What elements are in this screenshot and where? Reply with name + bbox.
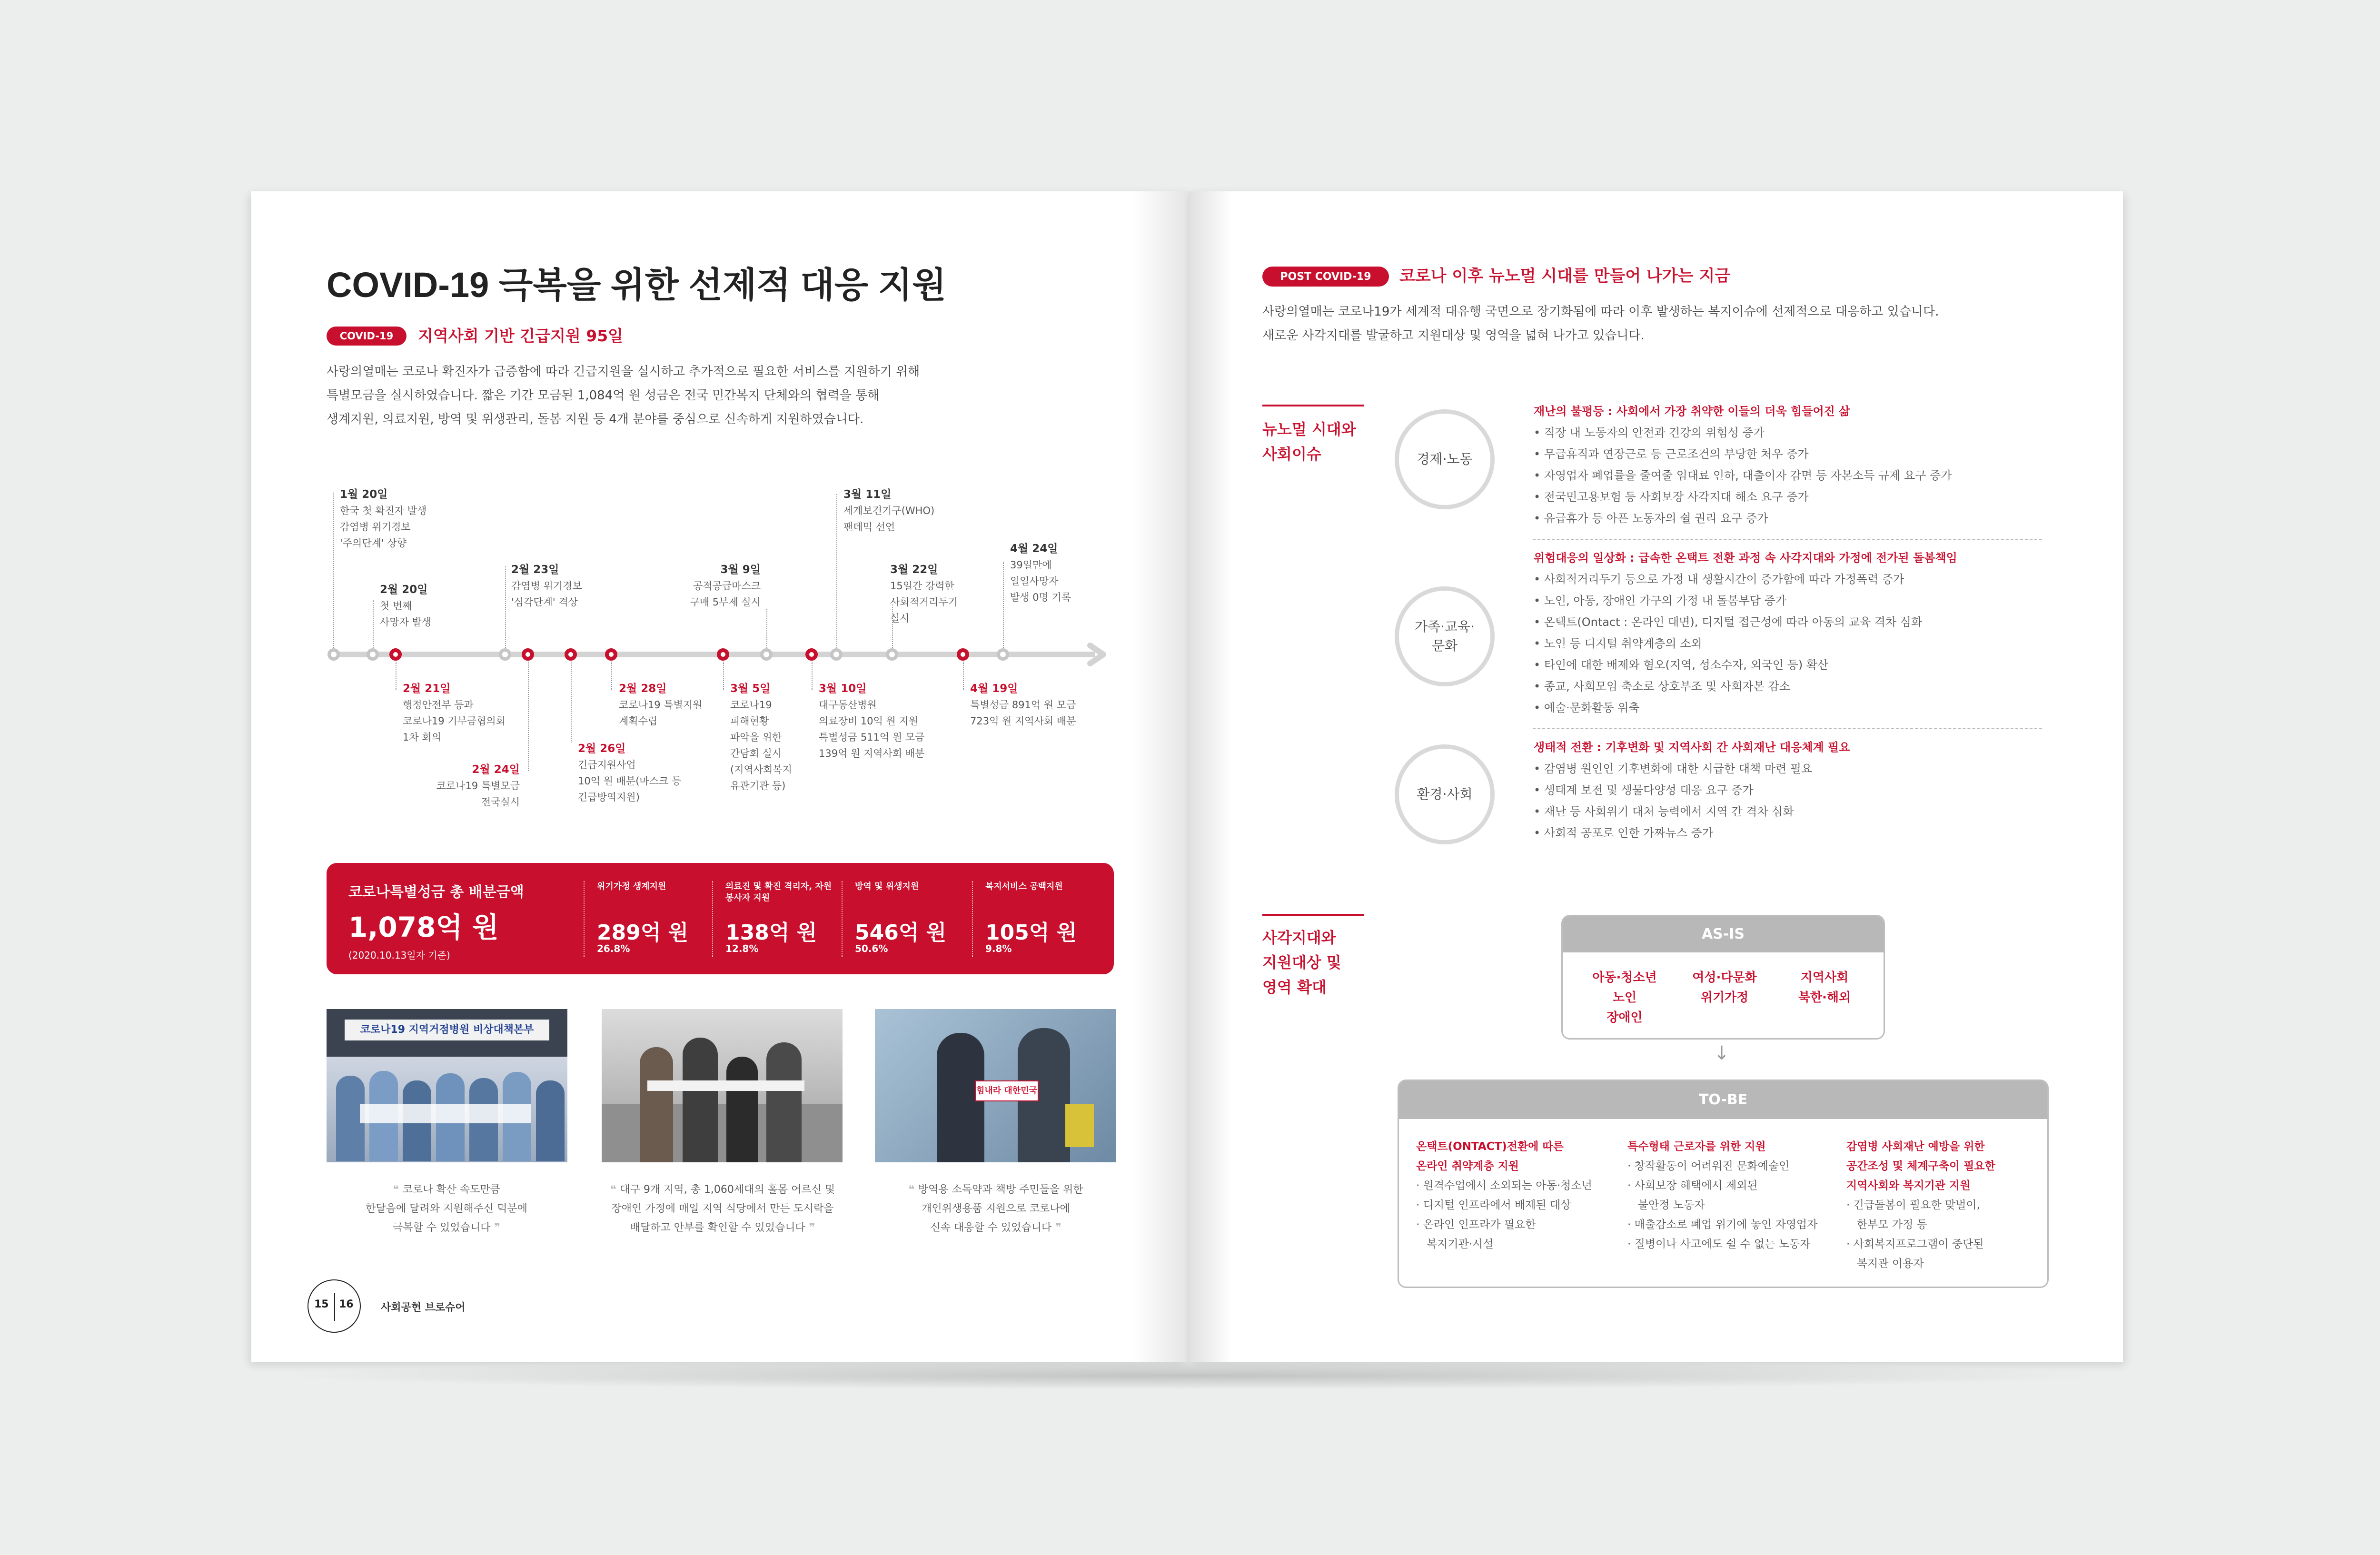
to-be-item: 불안정 노동자 [1627,1199,1705,1211]
book-shadow [267,1361,2113,1390]
event-line: 특별성금 891억 원 모금 [970,699,1076,711]
quote-open-icon: ❝ [610,1184,620,1196]
heading-line: 사각지대와 [1262,929,1336,947]
stat-item [712,881,835,957]
quote-close-icon: ❞ [490,1222,500,1234]
timeline-connector [963,662,964,690]
photo-caption [594,1180,851,1238]
timeline-connector [812,662,813,690]
issue-circle-economy [1395,409,1495,509]
target-group: 지역사회 [1800,971,1849,985]
issue-item-text: 자영업자 폐업률을 줄여줄 임대료 인하, 대출이자 감면 등 자본소득 규제 요구 증가 [1544,469,1952,482]
to-be-column [1627,1137,1827,1254]
section-subtitle: 지역사회 기반 긴급지원 95일 [418,327,624,345]
timeline-event [419,762,520,810]
timeline-dot [499,648,511,661]
to-be-heading: 온택트(ONTACT)전환에 따른 [1416,1140,1564,1153]
stats-main-value: 1,078억 원 [348,911,499,943]
issue-item: • 무급휴직과 연장근로 등 근로조건의 부당한 처우 증가 [1534,447,1809,461]
event-line: 공적공급마스크 [693,580,761,592]
timeline-dot [997,648,1009,661]
divider [1533,539,2042,540]
timeline-event [819,681,924,762]
timeline-event [890,562,958,626]
event-date: 3월 11일 [843,488,892,501]
photo-caption [867,1180,1124,1238]
caption-line [867,1180,1124,1199]
issue-item-text: 무급휴직과 연장근로 등 근로조건의 부당한 처우 증가 [1544,447,1809,461]
issue-item-text: 직장 내 노동자의 안전과 건강의 위험성 증가 [1544,426,1765,439]
issue-item: • 직장 내 노동자의 안전과 건강의 위험성 증가 [1534,426,1765,439]
issue-item: • 노인, 아동, 장애인 가구의 가정 내 돌봄부담 증가 [1534,594,1786,607]
as-is-column [1577,968,1672,1028]
caption-line [594,1180,851,1199]
stat-value: 546억 원 [855,921,947,945]
timeline-connector [373,600,374,650]
issue-heading [1534,547,1957,569]
caption-line: 한달음에 달려와 지원해주신 덕분에 [366,1203,527,1215]
page-title: COVID-19 극복을 위한 선제적 대응 지원 [327,265,946,305]
stat-label: 복지서비스 공백지원 [985,881,1063,891]
issue-item: • 사회적거리두기 등으로 가정 내 생활시간이 증가함에 따라 가정폭력 증가 [1534,573,1904,586]
target-group: 장애인 [1606,1010,1643,1025]
hospital-sign: 코로나19 지역거점병원 비상대책본부 [345,1020,549,1040]
event-date: 2월 23일 [511,564,559,576]
event-line: 유관기관 등) [730,780,786,792]
to-be-heading: 감염병 사회재난 예방을 위한 [1846,1140,1985,1153]
to-be-item: · 온라인 인프라가 필요한 [1416,1218,1536,1231]
to-be-item: 한부모 가정 등 [1846,1218,1927,1231]
event-line: 대구동산병원 [819,699,877,711]
timeline-connector [333,493,334,650]
timeline-connector [505,566,506,650]
timeline-dot [886,648,898,661]
timeline-dot-highlight [717,648,729,661]
issue-item-text: 종교, 사회모임 축소로 상호부조 및 사회자본 감소 [1544,680,1790,693]
stat-percent: 9.8% [985,943,1012,954]
intro-line: 특별모금을 실시하였습니다. 짧은 기간 모금된 1,084억 원 성금은 전국 민간복지 단체와의 협력을 통해 [327,388,880,403]
timeline-event [730,681,792,794]
target-group: 위기가정 [1700,990,1749,1005]
issue-block [1534,547,1957,719]
event-line: 의료장비 10억 원 지원 [819,715,919,727]
heading-line: 사회이슈 [1262,445,1321,463]
timeline-dot-highlight [605,648,617,661]
caption-text: 신속 대응할 수 있었습니다 [930,1222,1052,1234]
timeline-dot-highlight [565,648,577,661]
issue-item: • 사회적 공포로 인한 가짜뉴스 증가 [1534,826,1713,840]
stat-percent: 12.8% [725,943,759,954]
issue-item-text: 생태계 보전 및 생물다양성 대응 요구 증가 [1544,783,1754,797]
caption-line [594,1218,851,1238]
event-line: 실시 [890,613,910,624]
stat-label: 방역 및 위생지원 [855,881,919,891]
event-line: 15일간 강력한 [890,580,954,592]
event-line: 코로나19 특별모금 [436,780,520,792]
to-be-item: · 긴급돌봄이 필요한 맞벌이, [1846,1199,1980,1211]
target-group: 여성·다문화 [1692,971,1757,985]
event-line: 전국실시 [481,796,520,808]
issue-item: • 노인 등 디지털 취약계층의 소외 [1534,637,1702,650]
timeline-dot [760,648,773,661]
to-be-item: · 원격수업에서 소외되는 아동·청소년 [1416,1179,1592,1192]
stat-percent: 26.8% [597,943,630,954]
issue-item: • 유급휴가 등 아픈 노동자의 쉴 권리 요구 증가 [1534,512,1768,525]
photo-hospital-staff [327,1009,567,1162]
event-line: 사회적거리두기 [890,596,958,608]
caption-line: 개인위생용품 지원으로 코로나에 [922,1203,1070,1215]
as-is-header: AS-IS [1563,916,1884,952]
timeline-connector [611,662,612,690]
event-line: 한국 첫 확진자 발생 [340,505,427,516]
stat-item [584,881,706,957]
event-line: 피해현황 [730,715,769,727]
issue-item-text: 유급휴가 등 아픈 노동자의 쉴 권리 요구 증가 [1544,512,1768,525]
issue-block [1534,401,1952,529]
event-date: 4월 19일 [970,683,1018,695]
issue-circle-family [1395,586,1495,686]
stat-percent: 50.6% [855,943,888,954]
timeline-event [682,562,761,610]
stats-main-label: 코로나특별성금 총 배분금액 [348,884,524,901]
issue-item-text: 노인 등 디지털 취약계층의 소외 [1544,637,1702,650]
issue-circle-environment [1395,744,1495,844]
timeline-event [380,582,431,630]
event-line: 10억 원 배분(마스크 등 [578,775,682,787]
timeline-connector [836,494,837,650]
caption-line [318,1180,575,1199]
timeline-event [619,681,702,729]
timeline-connector [1003,562,1004,650]
timeline-connector [766,609,767,650]
issue-item: • 생태계 보전 및 생물다양성 대응 요구 증가 [1534,783,1754,797]
event-line: 긴급지원사업 [578,759,636,771]
timeline-connector [723,662,724,690]
to-be-item: 복지기관·시설 [1416,1238,1494,1250]
event-line: 발생 0명 기록 [1010,592,1071,603]
event-line: 구매 5부제 실시 [690,596,761,608]
timeline-dot [327,648,340,661]
event-date: 2월 24일 [472,763,520,776]
as-is-box [1561,915,1885,1040]
event-line: '심각단계' 격상 [511,596,578,608]
issue-heading-key: 재난의 불평등 : [1534,405,1616,418]
arrow-down-icon: ↓ [1714,1042,1730,1064]
to-be-item: · 디지털 인프라에서 배제된 대상 [1416,1199,1571,1211]
issue-item: • 종교, 사회모임 축소로 상호부조 및 사회자본 감소 [1534,680,1790,693]
issue-item: • 감염병 원인인 기후변화에 대한 시급한 대책 마련 필요 [1534,762,1813,775]
to-be-heading: 지역사회와 복지기관 지원 [1846,1179,1971,1192]
to-be-item: · 사회보장 혜택에서 제외된 [1627,1179,1758,1192]
to-be-box [1398,1080,2049,1288]
event-date: 3월 22일 [890,564,938,576]
issue-item-text: 사회적 공포로 인한 가짜뉴스 증가 [1544,826,1713,840]
quote-open-icon: ❝ [908,1184,918,1196]
event-line: '주의단계' 상향 [340,537,407,549]
issue-item: • 예술·문화활동 위축 [1534,701,1640,714]
page-number-left: 15 [314,1298,329,1310]
timeline-dot-highlight [522,648,534,661]
issue-item-text: 노인, 아동, 장애인 가구의 가정 내 돌봄부담 증가 [1544,594,1786,607]
timeline-event [1010,541,1071,605]
event-line: 코로나19 [730,699,772,711]
timeline-event [511,562,582,610]
event-date: 3월 5일 [730,683,771,695]
issue-heading-text: 사회에서 가장 취약한 이들의 더욱 힘들어진 삶 [1616,405,1850,418]
event-line: 감염병 위기경보 [511,580,582,592]
stat-item [972,881,1100,957]
to-be-heading: 온라인 취약계층 지원 [1416,1160,1519,1172]
timeline-connector [396,662,397,690]
to-be-column [1846,1137,2046,1274]
event-date: 3월 9일 [720,564,761,576]
stats-main-note: (2020.10.13일자 기준) [348,950,450,961]
issue-heading [1534,737,1850,758]
issue-item: • 온택트(Ontact : 온라인 대면), 디지털 접근성에 따라 아동의 교육 격차 심화 [1534,615,1923,629]
timeline-dot-highlight [805,648,818,661]
timeline-event [843,486,934,535]
circle-label: 경제·노동 [1417,451,1473,467]
event-line: 행정안전부 등과 [403,699,474,711]
quote-open-icon: ❝ [393,1184,403,1196]
issue-item: • 재난 등 사회위기 대처 능력에서 지역 간 격차 심화 [1534,805,1794,818]
issue-item-text: 온택트(Ontact : 온라인 대면), 디지털 접근성에 따라 아동의 교육 격차 심화 [1544,615,1923,629]
target-group: 북한·해외 [1798,990,1851,1005]
event-line: 팬데믹 선언 [843,521,895,533]
issue-heading-text: 기후변화 및 지역사회 간 사회재난 대응체계 필요 [1605,741,1850,754]
event-line: 723억 원 지역사회 배분 [970,715,1076,727]
section-heading-newnormal [1262,417,1356,466]
circle-label: 가족·교육· [1415,619,1475,634]
page-number-badge [307,1279,361,1333]
heading-line: 뉴노멀 시대와 [1262,420,1356,438]
target-group: 노인 [1612,990,1637,1005]
stat-label: 위기가정 생계지원 [597,881,666,891]
timeline-dot [830,648,843,661]
intro-text [327,360,1069,431]
event-date: 4월 24일 [1010,543,1058,555]
circle-label: 문화 [1431,638,1458,654]
caption-line: 장애인 가정에 매일 지역 식당에서 만든 도시락을 [611,1203,834,1215]
issue-item-text: 전국민고용보험 등 사회보장 사각지대 해소 요구 증가 [1544,490,1809,504]
gutter-shade-right [1189,191,1232,1362]
event-line: 긴급방역지원) [578,792,640,803]
section-subtitle: 코로나 이후 뉴노멀 시대를 만들어 나가는 지금 [1399,267,1731,286]
to-be-item: · 매출감소로 폐업 위기에 놓인 자영업자 [1627,1218,1818,1231]
event-date: 1월 20일 [340,488,388,501]
gutter-shade-left [1133,191,1189,1362]
caption-text: 극복할 수 있었습니다 [393,1222,491,1234]
issue-item-text: 재난 등 사회위기 대처 능력에서 지역 간 격차 심화 [1544,805,1794,818]
as-is-column [1777,968,1872,1008]
event-date: 3월 10일 [819,683,867,695]
event-date: 2월 28일 [619,683,667,695]
stat-value: 138억 원 [725,921,817,945]
issue-heading-key: 생태적 전환 : [1534,741,1606,754]
issue-item-text: 타인에 대한 배제와 혐오(지역, 성소수자, 외국인 등) 확산 [1544,658,1829,672]
intro-line: 새로운 사각지대를 발굴하고 지원대상 및 영역을 넓혀 나가고 있습니다. [1262,328,1645,343]
issue-block [1534,737,1850,844]
heading-line: 지원대상 및 [1262,953,1341,971]
intro-line: 사랑의열매는 코로나 확진자가 급증함에 따라 긴급지원을 실시하고 추가적으로 필요한 서비스를 지원하기 위해 [327,365,920,379]
cheer-sign: 힘내라 대한민국 [975,1080,1039,1101]
timeline-event [340,486,426,551]
to-be-item: · 창작활동이 어려워진 문화예술인 [1627,1160,1790,1172]
to-be-item: 복지관 이용자 [1846,1258,1924,1270]
section-heading-blindspot [1262,925,1341,1000]
caption-text: 배달하고 안부를 확인할 수 있었습니다 [630,1222,805,1234]
issue-heading [1534,401,1952,422]
stat-item [842,881,964,957]
event-line: 39일만에 [1010,559,1052,571]
to-be-column [1416,1137,1616,1254]
event-line: 코로나19 특별지원 [619,699,703,711]
issue-item: • 전국민고용보험 등 사회보장 사각지대 해소 요구 증가 [1534,490,1809,504]
event-line: 첫 번째 [380,600,412,612]
photo-caption [318,1180,575,1238]
issue-item-text: 예술·문화활동 위축 [1544,701,1640,714]
event-line: 세계보건기구(WHO) [843,505,935,516]
circle-label: 환경·사회 [1417,786,1473,802]
timeline-dot-highlight [389,648,402,661]
issue-heading-text: 급속한 온택트 전환 과정 속 사각지대와 가정에 전가된 돌봄책임 [1638,551,1957,565]
photo-quarantine-support [875,1009,1116,1162]
to-be-item: · 질병이나 사고에도 쉴 수 없는 노동자 [1627,1238,1811,1250]
timeline-connector [528,662,529,771]
stat-value: 289억 원 [597,921,689,945]
photo-lunchbox-delivery [602,1009,843,1162]
event-date: 2월 20일 [380,584,428,596]
caption-text: 대구 9개 지역, 총 1,060세대의 홀몸 어르신 및 [620,1184,835,1196]
stat-label: 의료진 및 확진 격리자, 자원봉사자 지원 [725,881,832,903]
event-line: 계획수립 [619,715,658,727]
heading-line: 영역 확대 [1262,978,1327,996]
event-line: 특별성금 511억 원 모금 [819,732,925,743]
to-be-header: TO-BE [1399,1081,2047,1119]
donation-stats-bar [327,863,1114,974]
quote-close-icon: ❞ [805,1222,815,1234]
post-covid-badge: POST COVID-19 [1262,267,1389,287]
issue-item-text: 사회적거리두기 등으로 가정 내 생활시간이 증가함에 따라 가정폭력 증가 [1544,573,1904,586]
to-be-heading: 특수형태 근로자를 위한 지원 [1627,1140,1766,1153]
caption-line [318,1218,575,1238]
event-line: 139억 원 지역사회 배분 [819,748,925,759]
caption-text: 코로나 확산 속도만큼 [402,1184,500,1196]
stat-value: 105억 원 [985,921,1077,945]
quote-close-icon: ❞ [1051,1222,1061,1234]
event-line: 감염병 위기경보 [340,521,411,533]
target-group: 아동·청소년 [1592,971,1657,985]
timeline-dot [367,648,379,661]
timeline-event [578,741,681,805]
event-date: 2월 21일 [403,683,451,695]
timeline-connector [571,662,572,743]
event-line: 1차 회의 [403,732,441,743]
event-line: 코로나19 기부금협의회 [403,715,506,727]
event-line: 파악을 위한 [730,732,782,743]
footer-text: 사회공헌 브로슈어 [381,1302,466,1314]
issue-item: • 자영업자 폐업률을 줄여줄 임대료 인하, 대출이자 감면 등 자본소득 규제 요구 증가 [1534,469,1952,482]
timeline-event [970,681,1076,729]
event-line: (지역사회복지 [730,764,792,775]
issue-item-text: 감염병 원인인 기후변화에 대한 시급한 대책 마련 필요 [1544,762,1813,775]
to-be-heading: 공간조성 및 체계구축이 필요한 [1846,1160,1995,1172]
to-be-item: · 사회복지프로그램이 중단된 [1846,1238,1984,1250]
timeline-dot-highlight [957,648,969,661]
event-date: 2월 26일 [578,743,626,755]
intro-line: 생계지원, 의료지원, 방역 및 위생관리, 돌봄 지원 등 4개 분야를 중심으로 신속하게 지원하였습니다. [327,412,864,426]
divider [1533,728,2042,729]
event-line: 사망자 발생 [380,616,432,628]
page-number-right: 16 [339,1298,354,1310]
covid-badge: COVID-19 [327,327,407,346]
event-line: 간담회 실시 [730,748,782,759]
timeline-event [403,681,506,745]
as-is-column [1677,968,1772,1008]
intro-line: 사랑의열매는 코로나19가 세계적 대유행 국면으로 장기화됨에 따라 이후 발생하는 복지이슈에 선제적으로 대응하고 있습니다. [1262,305,1939,319]
section-rule [1262,914,1364,916]
section-rule [1262,405,1364,406]
issue-item: • 타인에 대한 배제와 혐오(지역, 성소수자, 외국인 등) 확산 [1534,658,1829,672]
event-line: 일일사망자 [1010,575,1059,587]
intro-text [1262,300,2081,347]
caption-line [867,1218,1124,1238]
caption-text: 방역용 소독약과 책방 주민들을 위한 [918,1184,1083,1196]
issue-heading-key: 위험대응의 일상화 : [1534,551,1639,565]
